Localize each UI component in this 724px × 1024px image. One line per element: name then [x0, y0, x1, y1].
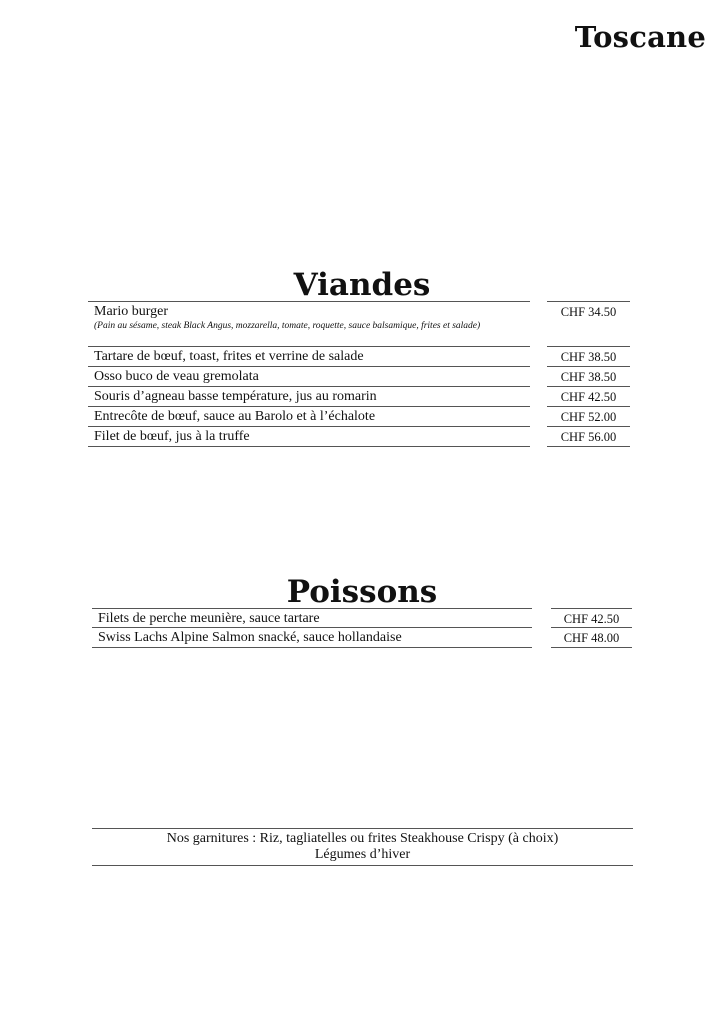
item-description: (Pain au sésame, steak Black Angus, mozzarella, tomate, roquette, sauce balsamique, frites et salade) [94, 321, 481, 331]
item-name: Souris d’agneau basse température, jus au romarin [94, 389, 377, 404]
poissons-items [92, 608, 532, 648]
item-price: CHF 38.50 [547, 367, 630, 387]
poissons-prices [551, 608, 632, 648]
section-title-viandes: Viandes [293, 267, 431, 303]
section-title-poissons: Poissons [286, 574, 438, 610]
item-price: CHF 42.50 [551, 608, 632, 628]
garnitures-note [92, 828, 633, 866]
item-name: Tartare de bœuf, toast, frites et verrine de salade [94, 349, 364, 364]
item-price: CHF 48.00 [551, 628, 632, 648]
viandes-items [88, 301, 530, 447]
item-name: Mario burger [94, 304, 168, 319]
menu-item [88, 427, 530, 447]
item-name: Filet de bœuf, jus à la truffe [94, 429, 250, 444]
item-price: CHF 34.50 [547, 301, 630, 347]
brand-title: Toscane [574, 20, 706, 54]
viandes-prices [547, 301, 630, 447]
menu-item [88, 367, 530, 387]
item-price: CHF 56.00 [547, 427, 630, 447]
menu-item [88, 407, 530, 427]
item-name: Osso buco de veau gremolata [94, 369, 259, 384]
menu-item [88, 347, 530, 367]
item-name: Swiss Lachs Alpine Salmon snacké, sauce hollandaise [98, 630, 402, 645]
garnitures-line-2: Légumes d’hiver [314, 847, 411, 862]
item-name: Filets de perche meunière, sauce tartare [98, 611, 320, 626]
item-price: CHF 42.50 [547, 387, 630, 407]
item-price: CHF 38.50 [547, 347, 630, 367]
menu-item [88, 301, 530, 347]
menu-item [92, 608, 532, 628]
menu-item [92, 628, 532, 648]
menu-item [88, 387, 530, 407]
item-price: CHF 52.00 [547, 407, 630, 427]
garnitures-line-1: Nos garnitures : Riz, tagliatelles ou frites Steakhouse Crispy (à choix) [166, 831, 559, 846]
item-name: Entrecôte de bœuf, sauce au Barolo et à l’échalote [94, 409, 376, 424]
